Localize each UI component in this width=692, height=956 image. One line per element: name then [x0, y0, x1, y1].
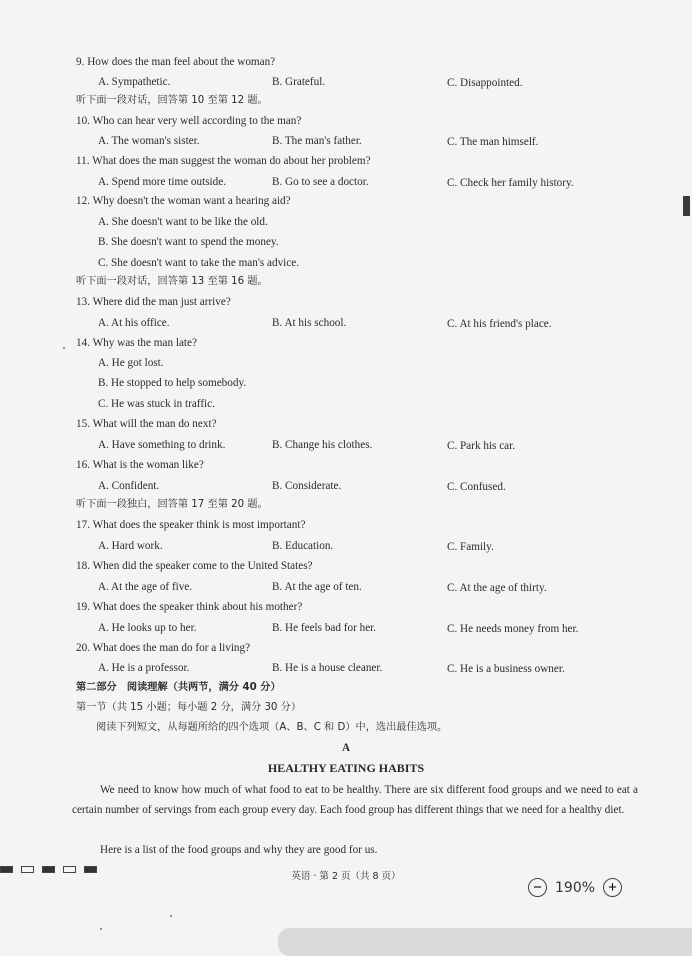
plus-icon: + [608, 879, 617, 896]
zoom-controls [528, 878, 622, 897]
question-9-option-b: B. Grateful. [272, 76, 326, 88]
question-16-stem: 16. What is the woman like? [76, 459, 204, 471]
question-14-stem: 14. Why was the man late? [76, 337, 197, 349]
zoom-level: 190% [555, 879, 596, 896]
question-18-option-a: A. At the age of five. [98, 581, 193, 593]
part-2-section-1: 第一节（共 15 小题；每小题 2 分，满分 30 分） [76, 702, 302, 713]
scan-speck [63, 347, 65, 349]
minus-icon: − [533, 879, 542, 896]
question-17-option-c: C. Family. [447, 541, 494, 553]
question-10-option-a: A. The woman's sister. [98, 135, 200, 147]
zoom-out-button[interactable] [528, 878, 547, 897]
passage-letter: A [341, 742, 351, 754]
question-10-stem: 10. Who can hear very well according to the man? [76, 115, 302, 127]
question-14-option-a: A. He got lost. [98, 357, 164, 369]
question-9-option-a: A. Sympathetic. [98, 76, 171, 88]
question-10-option-b: B. The man's father. [272, 135, 362, 147]
horizontal-scrollbar[interactable] [278, 928, 692, 956]
question-12-option-c: C. She doesn't want to take the man's advice. [98, 257, 300, 269]
question-14-option-b: B. He stopped to help somebody. [98, 377, 247, 389]
question-9-option-c: C. Disappointed. [447, 77, 523, 89]
passage-title: HEALTHY EATING HABITS [267, 761, 425, 775]
question-17-stem: 17. What does the speaker think is most important? [76, 519, 306, 531]
page-footer: 英语 · 第 2 页（共 8 页） [291, 871, 401, 882]
question-13-option-b: B. At his school. [272, 317, 347, 329]
question-15-option-c: C. Park his car. [447, 440, 516, 452]
question-9-stem: 9. How does the man feel about the woman? [76, 56, 276, 68]
scan-speck [100, 928, 102, 930]
question-20-option-c: C. He is a business owner. [447, 663, 565, 675]
question-13-option-c: C. At his friend's place. [447, 318, 552, 330]
part-2-heading: 第二部分 阅读理解（共两节，满分 40 分） [76, 682, 281, 693]
question-12-stem: 12. Why doesn't the woman want a hearing aid? [76, 195, 291, 207]
passage-paragraph-2: Here is a list of the food groups and why they are good for us. [100, 844, 378, 856]
question-18-option-c: C. At the age of thirty. [447, 582, 547, 594]
question-13-stem: 13. Where did the man just arrive? [76, 296, 231, 308]
question-13-option-a: A. At his office. [98, 317, 170, 329]
question-11-option-a: A. Spend more time outside. [98, 176, 227, 188]
question-17-option-a: A. Hard work. [98, 540, 163, 552]
question-12-option-a: A. She doesn't want to be like the old. [98, 216, 268, 228]
question-19-stem: 19. What does the speaker think about his mother? [76, 601, 303, 613]
question-12-option-b: B. She doesn't want to spend the money. [98, 236, 279, 248]
zoom-in-button[interactable] [603, 878, 622, 897]
question-11-stem: 11. What does the man suggest the woman do about her problem? [76, 155, 371, 167]
question-20-stem: 20. What does the man do for a living? [76, 642, 251, 654]
question-10-option-c: C. The man himself. [447, 136, 539, 148]
question-16-option-c: C. Confused. [447, 481, 506, 493]
part-2-instruction: 阅读下列短文，从每题所给的四个选项（A、B、C 和 D）中，选出最佳选项。 [96, 722, 448, 733]
question-14-option-c: C. He was stuck in traffic. [98, 398, 215, 410]
question-18-option-b: B. At the age of ten. [272, 581, 362, 593]
section-instruction-10-12: 听下面一段对话，回答第 10 至第 12 题。 [76, 95, 268, 106]
question-15-option-b: B. Change his clothes. [272, 439, 373, 451]
question-17-option-b: B. Education. [272, 540, 334, 552]
question-16-option-a: A. Confident. [98, 480, 160, 492]
question-20-option-b: B. He is a house cleaner. [272, 662, 383, 674]
question-11-option-b: B. Go to see a doctor. [272, 176, 369, 188]
question-19-option-b: B. He feels bad for her. [272, 622, 377, 634]
question-19-option-a: A. He looks up to her. [98, 622, 197, 634]
question-11-option-c: C. Check her family history. [447, 177, 574, 189]
passage-paragraph-1: We need to know how much of what food to eat to be healthy. There are six different food groups and we need to eat a certain number of servings from each group every day. Each food group has different things that we need for a healthy diet. [72, 784, 638, 816]
binding-mark [683, 196, 690, 216]
question-15-option-a: A. Have something to drink. [98, 439, 226, 451]
question-15-stem: 15. What will the man do next? [76, 418, 217, 430]
question-20-option-a: A. He is a professor. [98, 662, 190, 674]
section-instruction-17-20: 听下面一段独白，回答第 17 至第 20 题。 [76, 499, 268, 510]
question-18-stem: 18. When did the speaker come to the United States? [76, 560, 313, 572]
section-instruction-13-16: 听下面一段对话，回答第 13 至第 16 题。 [76, 276, 268, 287]
question-19-option-c: C. He needs money from her. [447, 623, 579, 635]
scan-speck [170, 915, 172, 917]
question-16-option-b: B. Considerate. [272, 480, 342, 492]
